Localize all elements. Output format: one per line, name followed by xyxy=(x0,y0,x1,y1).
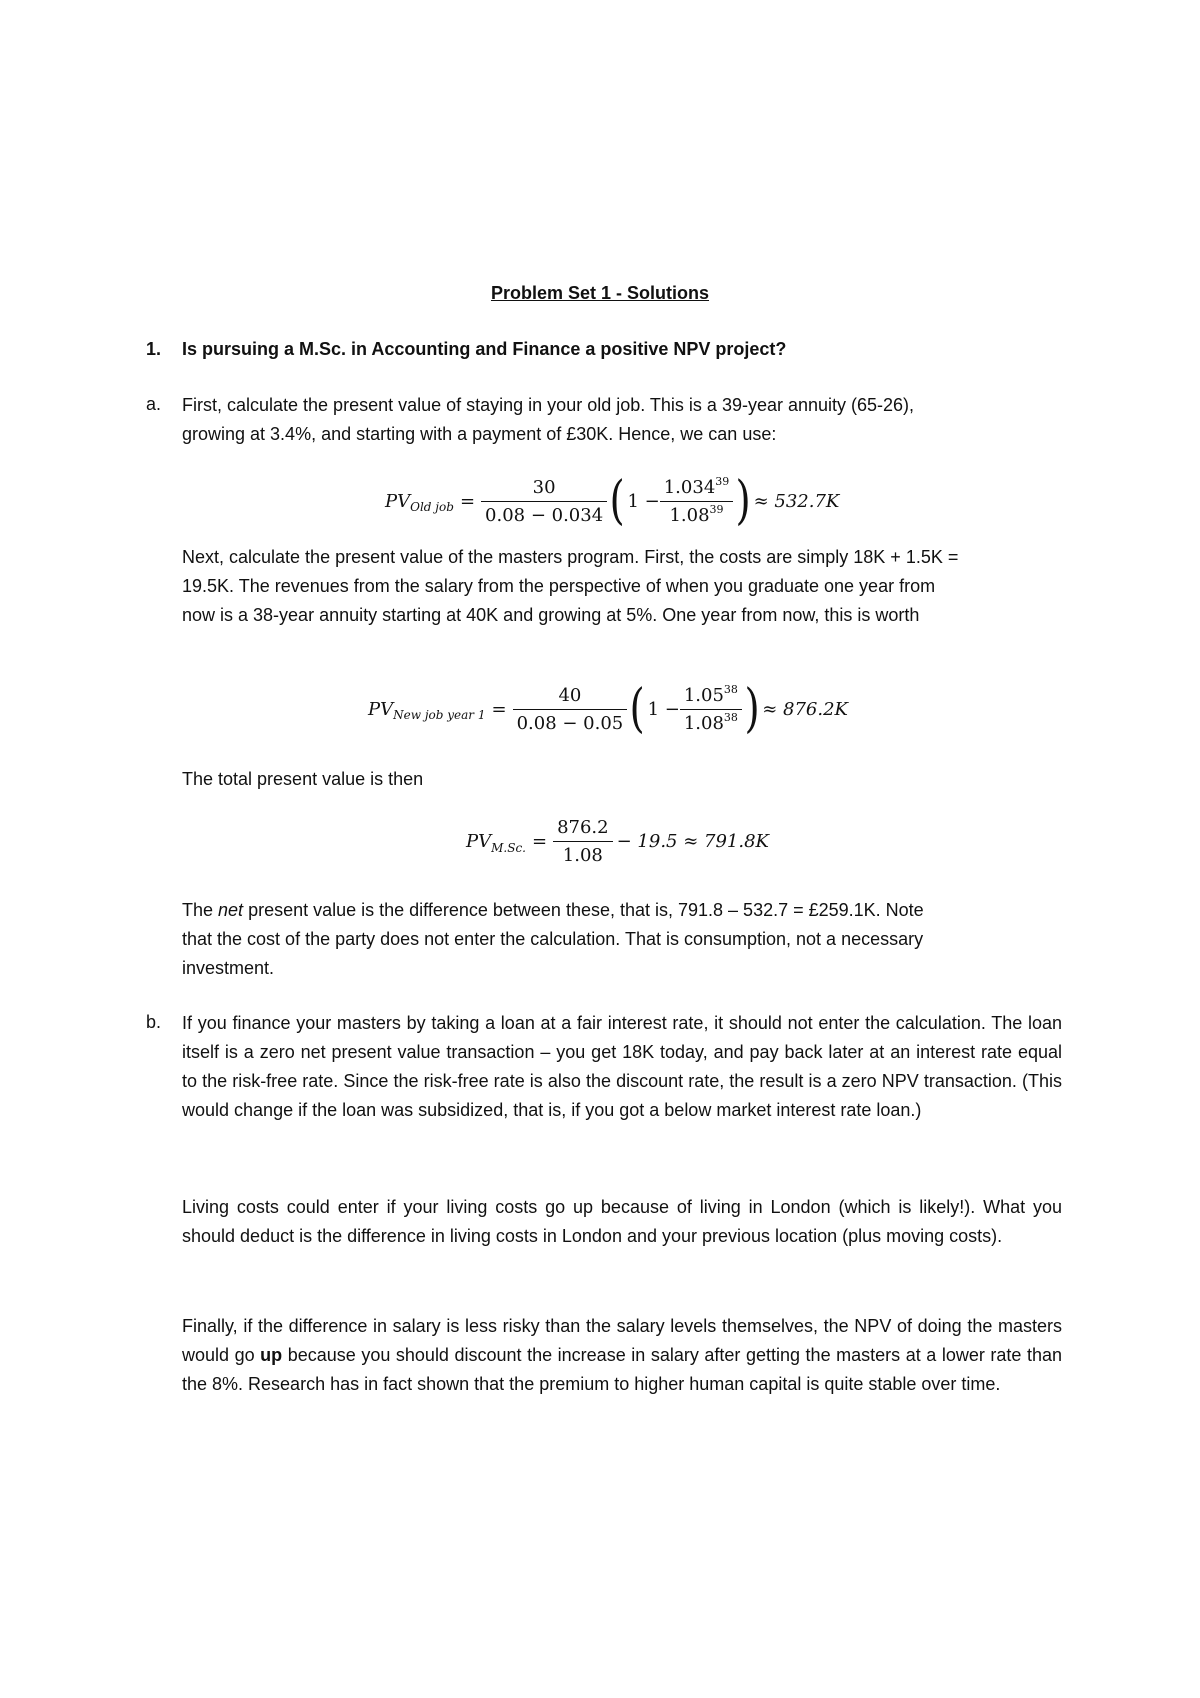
part-a-next-line: Next, calculate the present value of the masters program. First, the costs are simply 18K + 1.5K = xyxy=(182,547,959,567)
part-a-total-text xyxy=(182,765,1062,794)
p3-pre: Finally, if the difference in salary is less risky than the salary levels themselves, the NPV of doing the masters would go xyxy=(182,1316,1062,1365)
eq1-lhs: PV xyxy=(385,490,411,512)
eq3-lhs: PV xyxy=(466,831,492,852)
part-b-paragraph-1 xyxy=(182,1009,1062,1125)
eq2-inner-den-exp: 38 xyxy=(723,710,738,724)
eq2-denominator: 0.08 − 0.05 xyxy=(516,712,624,734)
eq2-inner-fraction xyxy=(680,682,742,734)
eq3-rest: − 19.5 ≈ 791.8K xyxy=(616,831,769,852)
eq1-inner-den-exp: 39 xyxy=(709,502,724,516)
eq1-left-paren: ( xyxy=(609,471,625,531)
eq3-fraction xyxy=(553,817,613,866)
eq2-inner-num-exp: 38 xyxy=(723,682,738,696)
part-a-next-line: now is a 38-year annuity starting at 40K and growing at 5%. One year from now, this is worth xyxy=(182,605,920,625)
eq1-numerator: 30 xyxy=(481,477,607,502)
equation-pv-new-job xyxy=(368,679,848,739)
equation-pv-msc xyxy=(466,817,769,866)
eq1-result: ≈ 532.7K xyxy=(753,490,840,512)
eq3-numerator: 876.2 xyxy=(553,817,613,842)
part-a-intro xyxy=(182,391,1062,449)
eq2-one-minus: 1 − xyxy=(647,698,680,720)
part-b-p3 xyxy=(182,1312,1062,1399)
part-a-label: a. xyxy=(146,394,162,414)
part-a-next-paragraph xyxy=(182,543,1062,630)
eq2-fraction xyxy=(513,685,628,734)
part-a-intro-line: First, calculate the present value of staying in your old job. This is a 39-year annuity (65-26), xyxy=(182,395,915,415)
eq1-right-paren: ) xyxy=(735,471,752,531)
eq2-inner-den-base: 1.08 xyxy=(683,712,724,734)
eq2-numerator: 40 xyxy=(513,685,628,710)
part-a-net-line: investment. xyxy=(182,958,275,978)
net-post: present value is the difference between these, that is, 791.8 – 532.7 = £259.1K. Note xyxy=(243,900,924,920)
part-b-paragraph-2 xyxy=(182,1193,1062,1251)
question-text: Is pursuing a M.Sc. in Accounting and Finance a positive NPV project? xyxy=(182,339,787,359)
eq2-lhs-subscript: New job year 1 xyxy=(393,708,486,722)
eq1-lhs-subscript: Old job xyxy=(410,500,454,514)
p3-bold: up xyxy=(260,1345,283,1365)
eq1-denominator: 0.08 − 0.034 xyxy=(485,504,604,526)
page-title: Problem Set 1 - Solutions xyxy=(490,283,710,303)
eq1-fraction xyxy=(481,477,607,526)
eq1-inner-num-exp: 39 xyxy=(715,474,730,488)
net-italic: net xyxy=(218,900,244,920)
eq2-right-paren: ) xyxy=(744,679,760,739)
eq2-result: ≈ 876.2K xyxy=(762,698,848,720)
part-a-total-line: The total present value is then xyxy=(182,769,424,789)
eq3-equals: = xyxy=(531,831,548,852)
net-pre: The xyxy=(182,900,219,920)
eq2-lhs: PV xyxy=(368,698,394,720)
part-b-paragraph-3 xyxy=(182,1312,1062,1399)
question-heading xyxy=(146,339,786,360)
part-b-p1: If you finance your masters by taking a loan at a fair interest rate, it should not enter the calculation. The loan itself is a zero net present value transaction – you get 18K today, and pay back later at an interest rate equal to the risk-free rate. Since the risk-free rate is also the discount rate, the result is a zero NPV transaction. (This would change if the loan was subsidized, that is, if you got a below market interest rate loan.) xyxy=(182,1013,1062,1120)
equation-pv-old-job xyxy=(385,471,840,531)
part-b-label: b. xyxy=(146,1012,162,1032)
eq1-one-minus: 1 − xyxy=(627,490,660,512)
question-number: 1. xyxy=(146,339,162,359)
eq3-denominator: 1.08 xyxy=(562,845,603,866)
eq2-equals: = xyxy=(491,698,507,720)
eq2-left-paren: ( xyxy=(629,679,646,739)
eq1-inner-fraction xyxy=(660,474,734,526)
part-a-net-line xyxy=(182,896,1062,925)
eq1-inner-den-base: 1.08 xyxy=(669,504,710,526)
p3-post: because you should discount the increase in salary after getting the masters at a lower rate than the 8%. Research has in fact shown that the premium to higher human capital is quite stable over time. xyxy=(182,1345,1062,1394)
part-a-net-paragraph xyxy=(182,896,1062,983)
eq1-inner-num-base: 1.034 xyxy=(663,476,716,498)
eq1-equals: = xyxy=(459,490,476,512)
part-b-p2: Living costs could enter if your living costs go up because of living in London (which is likely!). What you should deduct is the difference in living costs in London and your previous location (plus moving costs). xyxy=(182,1197,1062,1246)
part-a-net-line: that the cost of the party does not enter the calculation. That is consumption, not a necessary xyxy=(182,929,924,949)
part-a-next-line: 19.5K. The revenues from the salary from the perspective of when you graduate one year from xyxy=(182,576,936,596)
part-a-intro-line: growing at 3.4%, and starting with a payment of £30K. Hence, we can use: xyxy=(182,424,777,444)
eq2-inner-num-base: 1.05 xyxy=(683,684,724,706)
eq3-lhs-subscript: M.Sc. xyxy=(491,840,526,855)
